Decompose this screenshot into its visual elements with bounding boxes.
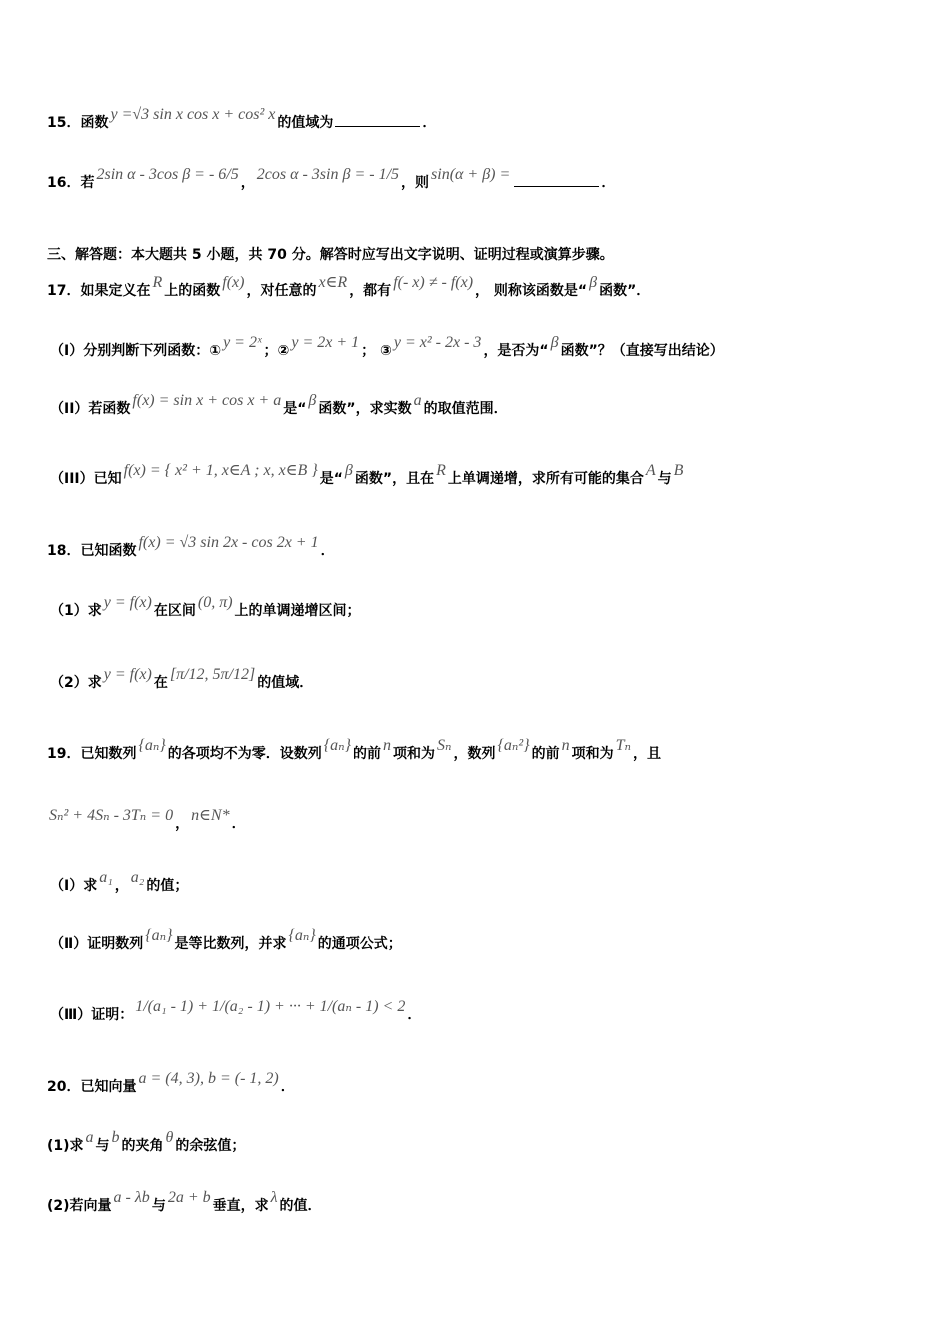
math-expression: θ: [165, 1129, 174, 1146]
question-text: 函数”，且在: [354, 471, 435, 487]
math-expression: a: [85, 1129, 94, 1146]
math-expression: A: [645, 462, 656, 479]
math-expression: sin(α + β) =: [431, 166, 511, 183]
math-expression: y = f(x): [103, 594, 152, 611]
math-expression: {aₙ}: [288, 927, 316, 944]
math-expression: a₁: [99, 869, 113, 886]
math-expression: Sₙ: [437, 737, 452, 754]
math-expression: x∈R: [318, 274, 348, 291]
math-expression: [π/12, 5π/12]: [169, 666, 256, 683]
question-line: [47, 807, 246, 833]
math-expression: 2a + b: [167, 1189, 211, 1206]
math-expression: β: [344, 462, 353, 479]
math-expression: 1/(a₁ - 1) + 1/(a₂ - 1) + ··· + 1/(aₙ - 1) < 2: [135, 998, 406, 1015]
question-text: 的值．: [279, 1198, 322, 1214]
question-text: ，是否为“: [483, 343, 549, 359]
math-expression: B: [673, 462, 684, 479]
question-text: 与: [151, 1198, 166, 1214]
question-text: ，: [114, 878, 129, 894]
math-expression: {aₙ}: [323, 737, 352, 754]
question-text: ，对任意的: [246, 283, 317, 299]
question-text: 的取值范围．: [423, 401, 508, 417]
math-expression: a: [413, 392, 422, 409]
question-line: [47, 274, 651, 300]
question-text: 的前: [531, 746, 560, 762]
math-expression: y =√3 sin x cos x + cos² x: [110, 106, 276, 123]
question-line: [47, 737, 661, 763]
question-text: 与: [657, 471, 672, 487]
question-text: ， 则称该函数是“: [475, 283, 588, 299]
math-expression: n∈N*: [191, 807, 230, 824]
question-text: 上的单调递增区间；: [234, 603, 361, 619]
question-text: 的值；: [146, 878, 189, 894]
math-expression: y = x² - 2x - 3: [393, 334, 482, 351]
math-expression: f(x) = { x² + 1, x∈A ; x, x∈B }: [123, 462, 318, 479]
question-text: ，数列: [453, 746, 496, 762]
question-text: ．: [320, 543, 335, 559]
question-text: 17．如果定义在: [47, 283, 151, 299]
question-text: 是等比数列，并求: [174, 936, 287, 952]
question-text: （Ⅲ）证明：: [50, 1007, 134, 1023]
math-expression: f(- x) ≠ - f(x): [393, 274, 474, 291]
question-text: 15．函数: [47, 115, 109, 131]
question-text: ．: [231, 816, 246, 832]
math-expression: R: [436, 462, 446, 479]
question-text: 的值域为: [277, 115, 334, 131]
question-text: ．: [422, 115, 437, 131]
math-expression: f(x) = √3 sin 2x - cos 2x + 1: [138, 534, 319, 551]
answer-blank: [514, 186, 599, 187]
question-text: (1)求: [47, 1138, 84, 1154]
question-text: 垂直，求: [212, 1198, 269, 1214]
question-text: ，: [240, 175, 255, 191]
answer-blank: [335, 126, 420, 127]
question-text: 的余弦值；: [175, 1138, 246, 1154]
math-expression: 2sin α - 3cos β = - 6/5: [96, 166, 239, 183]
question-text: （I）分别判断下列函数：①: [50, 343, 222, 359]
math-expression: {aₙ²}: [497, 737, 530, 754]
question-text: （Ⅰ）求: [50, 878, 98, 894]
math-expression: y = 2ˣ: [223, 334, 262, 351]
question-text: 19．已知数列: [47, 746, 137, 762]
math-expression: a = (4, 3), b = (- 1, 2): [138, 1070, 279, 1087]
question-line: [47, 1070, 295, 1096]
math-expression: {aₙ}: [145, 927, 173, 944]
question-line: [50, 392, 508, 418]
question-text: （II）若函数: [50, 401, 131, 417]
question-text: （Ⅱ）证明数列: [50, 936, 144, 952]
math-expression: 2cos α - 3sin β = - 1/5: [256, 166, 400, 183]
question-text: ，且: [633, 746, 661, 762]
question-text: ； ③: [361, 343, 392, 359]
question-text: 16．若: [47, 175, 95, 191]
math-expression: {aₙ}: [138, 737, 166, 754]
question-text: （1）求: [50, 603, 102, 619]
question-text: 上的函数: [164, 283, 221, 299]
question-line: [50, 869, 189, 895]
question-text: ．: [407, 1007, 422, 1023]
math-expression: y = f(x): [103, 666, 152, 683]
question-text: 是“: [283, 401, 307, 417]
question-text: 的夹角: [121, 1138, 164, 1154]
question-text: ．: [601, 175, 616, 191]
question-line: [47, 1189, 322, 1215]
question-text: 与: [95, 1138, 110, 1154]
question-text: 函数”，求实数: [318, 401, 412, 417]
question-text: ，则: [401, 175, 430, 191]
math-expression: f(x) = sin x + cos x + a: [132, 392, 282, 409]
question-text: 项和为: [571, 746, 614, 762]
question-text: ；②: [263, 343, 290, 359]
question-line: [50, 666, 314, 692]
math-expression: R: [152, 274, 163, 291]
math-expression: Tₙ: [615, 737, 631, 754]
question-text: 在区间: [153, 603, 196, 619]
question-line: [47, 106, 437, 132]
math-expression: λ: [270, 1189, 278, 1206]
question-line: [47, 244, 614, 264]
math-expression: f(x): [222, 274, 245, 291]
question-text: 的值域．: [257, 675, 314, 691]
question-line: [47, 166, 616, 192]
question-text: （III）已知: [50, 471, 122, 487]
math-expression: Sₙ² + 4Sₙ - 3Tₙ = 0: [49, 807, 174, 824]
math-expression: a - λb: [113, 1189, 150, 1206]
question-line: [50, 462, 685, 488]
question-text: ，: [175, 816, 190, 832]
math-expression: β: [589, 274, 598, 291]
question-text: 函数”．: [599, 283, 651, 299]
math-expression: a₂: [130, 869, 145, 886]
question-text: 18．已知函数: [47, 543, 137, 559]
question-line: [47, 534, 335, 560]
math-expression: b: [111, 1129, 120, 1146]
question-text: (2)若向量: [47, 1198, 112, 1214]
question-text: 函数”？（直接写出结论）: [560, 343, 724, 359]
question-text: 三、解答题：本大题共 5 小题，共 70 分。解答时应写出文字说明、证明过程或演算步骤。: [47, 247, 614, 263]
math-expression: n: [383, 737, 392, 754]
question-line: [50, 594, 361, 620]
question-text: ，都有: [349, 283, 392, 299]
question-text: 的各项均不为零．设数列: [167, 746, 322, 762]
math-expression: n: [561, 737, 570, 754]
question-text: 的前: [353, 746, 382, 762]
question-text: 上单调递增，求所有可能的集合: [447, 471, 644, 487]
question-text: 在: [153, 675, 168, 691]
question-text: 的通项公式；: [317, 936, 402, 952]
math-expression: β: [308, 392, 317, 409]
question-text: 项和为: [393, 746, 436, 762]
math-expression: y = 2x + 1: [291, 334, 360, 351]
question-text: 是“: [319, 471, 343, 487]
question-line: [50, 998, 422, 1024]
question-text: （2）求: [50, 675, 102, 691]
math-expression: β: [550, 334, 559, 351]
question-line: [47, 1129, 246, 1155]
question-line: [50, 927, 402, 953]
question-text: ．: [280, 1079, 295, 1095]
question-text: 20．已知向量: [47, 1079, 137, 1095]
question-line: [50, 334, 724, 360]
math-expression: (0, π): [197, 594, 233, 611]
